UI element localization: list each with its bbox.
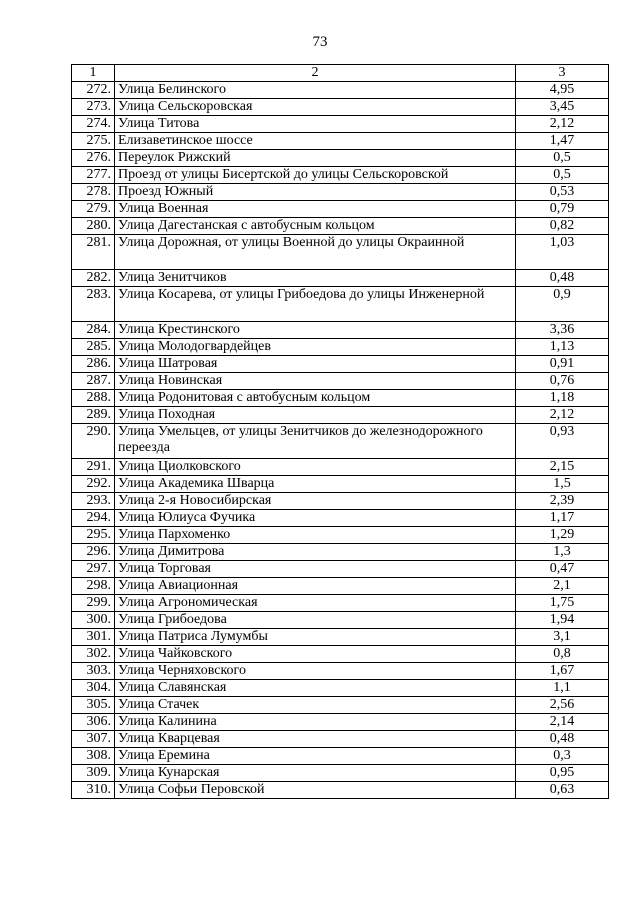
row-number: 286. (72, 356, 115, 373)
table-row (72, 270, 609, 287)
length-value: 1,18 (516, 390, 609, 407)
row-number: 274. (72, 116, 115, 133)
length-value: 0,53 (516, 184, 609, 201)
length-value: 3,1 (516, 629, 609, 646)
row-number: 310. (72, 782, 115, 799)
street-name: Улица Военная (115, 201, 516, 218)
row-number: 276. (72, 150, 115, 167)
table-row (72, 680, 609, 697)
street-name: Проезд Южный (115, 184, 516, 201)
table-row (72, 287, 609, 322)
table-row (72, 629, 609, 646)
table-row (72, 782, 609, 799)
street-name: Улица Молодогвардейцев (115, 339, 516, 356)
row-number: 289. (72, 407, 115, 424)
row-number: 284. (72, 322, 115, 339)
length-value: 0,3 (516, 748, 609, 765)
row-number: 290. (72, 424, 115, 459)
table-row (72, 459, 609, 476)
row-number: 280. (72, 218, 115, 235)
length-value: 0,48 (516, 270, 609, 287)
row-number: 305. (72, 697, 115, 714)
streets-table (71, 64, 609, 799)
street-name: Улица Славянская (115, 680, 516, 697)
row-number: 303. (72, 663, 115, 680)
length-value: 2,1 (516, 578, 609, 595)
street-name: Улица Агрономическая (115, 595, 516, 612)
length-value: 2,14 (516, 714, 609, 731)
street-name: Улица Димитрова (115, 544, 516, 561)
street-name: Улица Умельцев, от улицы Зенитчиков до железнодорожного переезда (115, 424, 516, 459)
row-number: 300. (72, 612, 115, 629)
row-number: 287. (72, 373, 115, 390)
table-row (72, 578, 609, 595)
length-value: 0,5 (516, 167, 609, 184)
header-col-1: 1 (72, 65, 115, 82)
row-number: 281. (72, 235, 115, 270)
street-name: Улица Софьи Перовской (115, 782, 516, 799)
length-value: 4,95 (516, 82, 609, 99)
table-row (72, 116, 609, 133)
street-name: Елизаветинское шоссе (115, 133, 516, 150)
table-row (72, 765, 609, 782)
table-row (72, 218, 609, 235)
table-row (72, 544, 609, 561)
row-number: 283. (72, 287, 115, 322)
row-number: 297. (72, 561, 115, 578)
row-number: 277. (72, 167, 115, 184)
row-number: 307. (72, 731, 115, 748)
length-value: 0,93 (516, 424, 609, 459)
table-row (72, 612, 609, 629)
row-number: 272. (72, 82, 115, 99)
length-value: 1,29 (516, 527, 609, 544)
row-number: 292. (72, 476, 115, 493)
row-number: 299. (72, 595, 115, 612)
street-name: Улица Грибоедова (115, 612, 516, 629)
length-value: 1,75 (516, 595, 609, 612)
street-name: Улица Циолковского (115, 459, 516, 476)
length-value: 1,94 (516, 612, 609, 629)
table-row (72, 527, 609, 544)
table-row (72, 373, 609, 390)
table-row (72, 235, 609, 270)
table-row (72, 167, 609, 184)
street-name: Улица Черняховского (115, 663, 516, 680)
row-number: 278. (72, 184, 115, 201)
row-number: 298. (72, 578, 115, 595)
street-name: Улица Зенитчиков (115, 270, 516, 287)
table-row (72, 407, 609, 424)
street-name: Улица Академика Шварца (115, 476, 516, 493)
length-value: 0,79 (516, 201, 609, 218)
table-row (72, 646, 609, 663)
table-row (72, 201, 609, 218)
length-value: 0,95 (516, 765, 609, 782)
length-value: 0,8 (516, 646, 609, 663)
street-name: Улица Кунарская (115, 765, 516, 782)
row-number: 294. (72, 510, 115, 527)
length-value: 1,67 (516, 663, 609, 680)
street-name: Улица Дагестанская с автобусным кольцом (115, 218, 516, 235)
row-number: 285. (72, 339, 115, 356)
street-name: Улица Патриса Лумумбы (115, 629, 516, 646)
length-value: 2,56 (516, 697, 609, 714)
street-name: Улица Новинская (115, 373, 516, 390)
table-header-row (72, 65, 609, 82)
table-row (72, 493, 609, 510)
table-row (72, 748, 609, 765)
row-number: 301. (72, 629, 115, 646)
table-row (72, 714, 609, 731)
header-col-2: 2 (115, 65, 516, 82)
table-row (72, 510, 609, 527)
row-number: 296. (72, 544, 115, 561)
table-row (72, 133, 609, 150)
row-number: 304. (72, 680, 115, 697)
street-name: Улица Кварцевая (115, 731, 516, 748)
table-row (72, 731, 609, 748)
length-value: 3,36 (516, 322, 609, 339)
length-value: 1,03 (516, 235, 609, 270)
street-name: Улица Шатровая (115, 356, 516, 373)
length-value: 1,5 (516, 476, 609, 493)
length-value: 2,39 (516, 493, 609, 510)
table-row (72, 595, 609, 612)
length-value: 1,1 (516, 680, 609, 697)
row-number: 279. (72, 201, 115, 218)
length-value: 1,13 (516, 339, 609, 356)
street-name: Улица Пархоменко (115, 527, 516, 544)
length-value: 1,47 (516, 133, 609, 150)
length-value: 0,47 (516, 561, 609, 578)
row-number: 302. (72, 646, 115, 663)
length-value: 0,9 (516, 287, 609, 322)
street-name: Проезд от улицы Бисертской до улицы Сельскоровской (115, 167, 516, 184)
length-value: 2,15 (516, 459, 609, 476)
street-name: Улица Белинского (115, 82, 516, 99)
table-row (72, 390, 609, 407)
street-name: Улица Походная (115, 407, 516, 424)
length-value: 2,12 (516, 407, 609, 424)
table-row (72, 150, 609, 167)
street-name: Улица Сельскоровская (115, 99, 516, 116)
length-value: 0,48 (516, 731, 609, 748)
row-number: 282. (72, 270, 115, 287)
header-col-3: 3 (516, 65, 609, 82)
row-number: 275. (72, 133, 115, 150)
table-row (72, 184, 609, 201)
street-name: Улица Авиационная (115, 578, 516, 595)
table-row (72, 476, 609, 493)
street-name: Улица 2-я Новосибирская (115, 493, 516, 510)
length-value: 0,91 (516, 356, 609, 373)
row-number: 308. (72, 748, 115, 765)
street-name: Улица Калинина (115, 714, 516, 731)
length-value: 0,76 (516, 373, 609, 390)
table-row (72, 82, 609, 99)
table-row (72, 663, 609, 680)
street-name: Улица Крестинского (115, 322, 516, 339)
table-row (72, 697, 609, 714)
table-row (72, 561, 609, 578)
table-row (72, 99, 609, 116)
length-value: 1,17 (516, 510, 609, 527)
street-name: Улица Дорожная, от улицы Военной до улицы Окраинной (115, 235, 516, 270)
length-value: 1,3 (516, 544, 609, 561)
row-number: 293. (72, 493, 115, 510)
length-value: 0,82 (516, 218, 609, 235)
table-row (72, 424, 609, 459)
table-row (72, 356, 609, 373)
row-number: 273. (72, 99, 115, 116)
street-name: Улица Косарева, от улицы Грибоедова до улицы Инженерной (115, 287, 516, 322)
row-number: 295. (72, 527, 115, 544)
street-name: Улица Еремина (115, 748, 516, 765)
table-row (72, 322, 609, 339)
length-value: 3,45 (516, 99, 609, 116)
length-value: 0,63 (516, 782, 609, 799)
row-number: 291. (72, 459, 115, 476)
street-name: Улица Стачек (115, 697, 516, 714)
length-value: 2,12 (516, 116, 609, 133)
street-name: Улица Родонитовая с автобусным кольцом (115, 390, 516, 407)
row-number: 309. (72, 765, 115, 782)
table-row (72, 339, 609, 356)
row-number: 288. (72, 390, 115, 407)
row-number: 306. (72, 714, 115, 731)
street-name: Улица Титова (115, 116, 516, 133)
length-value: 0,5 (516, 150, 609, 167)
street-name: Улица Чайковского (115, 646, 516, 663)
street-name: Переулок Рижский (115, 150, 516, 167)
street-name: Улица Торговая (115, 561, 516, 578)
page-number: 73 (312, 34, 328, 50)
street-name: Улица Юлиуса Фучика (115, 510, 516, 527)
